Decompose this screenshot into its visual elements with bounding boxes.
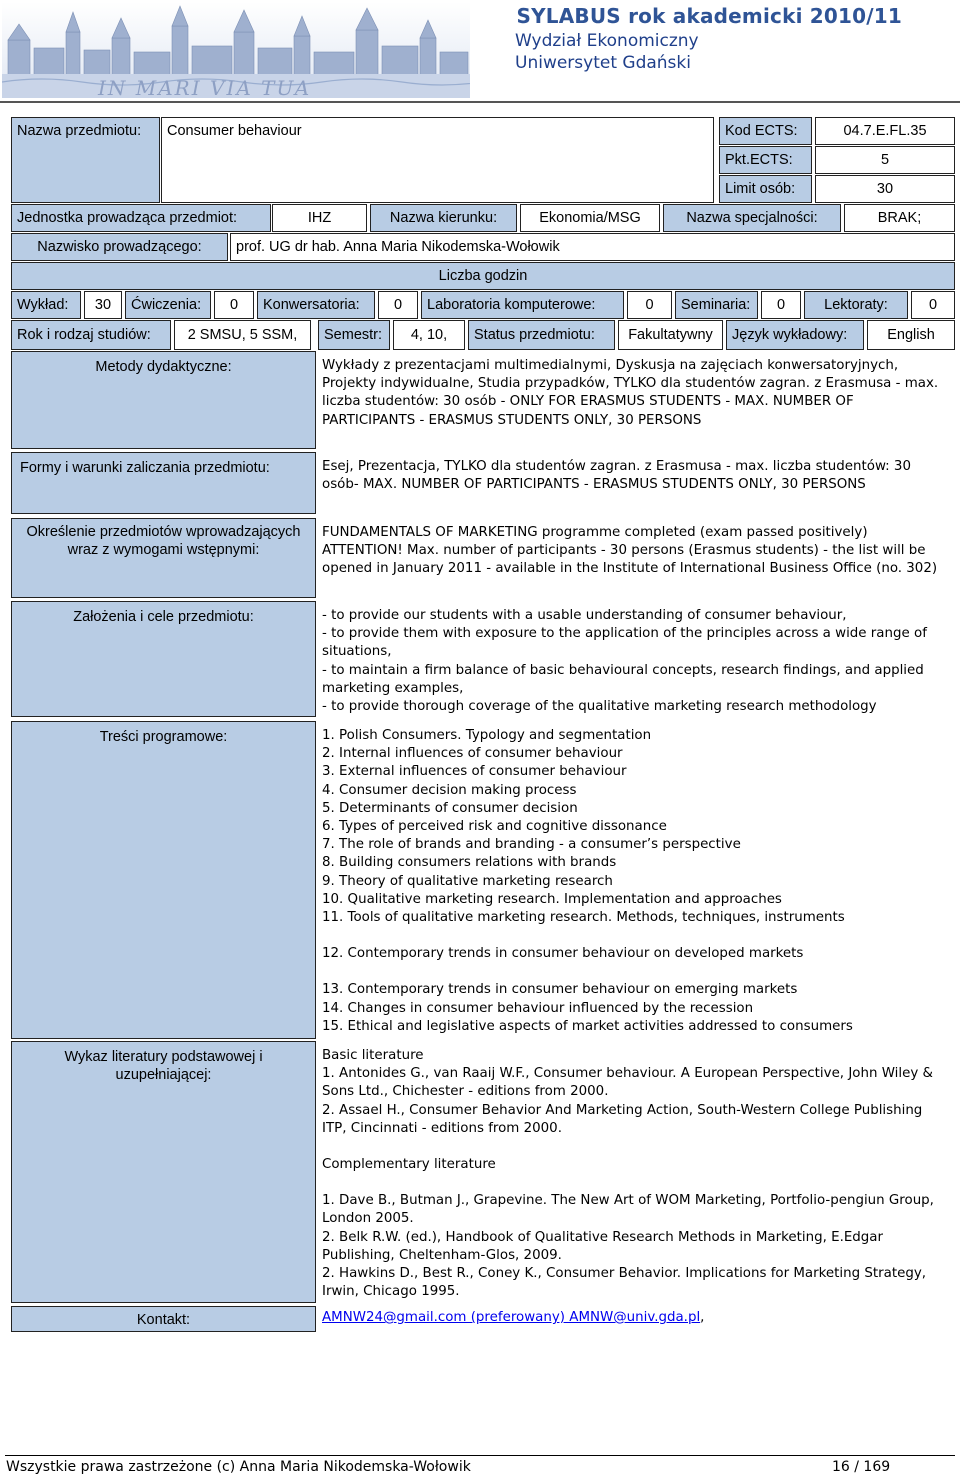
contact-label: Kontakt:	[11, 1306, 316, 1332]
goal-item: - to maintain a firm balance of basic behavioural concepts, research findings, and applied marketing examples,	[322, 662, 924, 696]
language-value: English	[867, 320, 955, 350]
exercises-hours-label: Ćwiczenia:	[125, 291, 211, 319]
prerequisites-label: Określenie przedmiotów wprowadzających wraz z wymogami wstępnymi:	[11, 518, 316, 598]
literature-label: Wykaz literatury podstawowej i uzupełniającej:	[11, 1041, 316, 1303]
content-item: 3. External influences of consumer behaviour	[322, 764, 627, 780]
goal-item: - to provide our students with a usable understanding of consumer behaviour,	[322, 608, 847, 623]
content-list	[316, 721, 956, 1039]
content-item: 9. Theory of qualitative marketing research	[322, 873, 613, 889]
unit-label: Jednostka prowadząca przedmiot:	[11, 204, 271, 232]
seminars-hours-label: Seminaria:	[675, 291, 758, 319]
content-item: 10. Qualitative marketing research. Implementation and approaches	[322, 891, 782, 907]
field-label: Nazwa kierunku:	[370, 204, 517, 232]
lecture-hours-value: 30	[84, 291, 122, 319]
contact-email-link[interactable]: AMNW24@gmail.com (preferowany) AMNW@univ.gda.pl	[322, 1310, 701, 1325]
literature-list	[316, 1041, 956, 1303]
semester-label: Semestr:	[318, 320, 390, 350]
content-item: 11. Tools of qualitative marketing research. Methods, techniques, instruments	[322, 910, 845, 926]
literature-complementary-title: Complementary literature	[322, 1157, 496, 1173]
literature-basic-title: Basic literature	[322, 1048, 424, 1063]
lecture-hours-label: Wykład:	[11, 291, 81, 319]
content-item: 2. Internal influences of consumer behaviour	[322, 746, 623, 762]
content-item: 1. Polish Consumers. Typology and segmentation	[322, 728, 652, 743]
forms-text: Esej, Prezentacja, TYLKO dla studentów zagran. z Erasmusa - max. liczba studentów: 30 osób- MAX. NUMBER OF PARTICIPANTS - ERASMUS STUDENTS ONLY, 30 PERSONS	[316, 452, 956, 514]
specialization-label: Nazwa specjalności:	[663, 204, 841, 232]
conversatories-hours-label: Konwersatoria:	[257, 291, 375, 319]
footer-divider	[5, 1455, 955, 1456]
university-name: Uniwersytet Gdański	[515, 53, 691, 73]
literature-item: 1. Dave B., Butman J., Grapevine. The New Art of WOM Marketing, Portfolio-pengiun Group, London 2005.	[322, 1193, 934, 1227]
language-label: Język wykładowy:	[726, 320, 864, 350]
content-item: 5. Determinants of consumer decision	[322, 800, 578, 816]
field-value: Ekonomia/MSG	[520, 204, 660, 232]
header-divider	[0, 101, 960, 103]
conversatories-hours-value: 0	[378, 291, 418, 319]
literature-item: 2. Hawkins D., Best R., Coney K., Consumer Behavior. Implications for Marketing Strategy, Irwin, Chicago 1995.	[322, 1266, 926, 1300]
goals-label: Założenia i cele przedmiotu:	[11, 601, 316, 717]
limit-value: 30	[815, 175, 955, 203]
study-type-label: Rok i rodzaj studiów:	[11, 320, 171, 350]
languages-hours-label: Lektoraty:	[804, 291, 908, 319]
ects-code-label: Kod ECTS:	[719, 117, 812, 145]
semester-value: 4, 10,	[393, 320, 465, 350]
content-item: 13. Contemporary trends in consumer behaviour on emerging markets	[322, 982, 798, 998]
content-item: 14. Changes in consumer behaviour influenced by the recession	[322, 1000, 754, 1016]
limit-label: Limit osób:	[719, 175, 812, 203]
languages-hours-value: 0	[911, 291, 955, 319]
ects-points-label: Pkt.ECTS:	[719, 146, 812, 174]
lecturer-value: prof. UG dr hab. Anna Maria Nikodemska-Wołowik	[230, 233, 955, 261]
footer-copyright: Wszystkie prawa zastrzeżone (c) Anna Maria Nikodemska-Wołowik	[6, 1459, 471, 1475]
status-value: Fakultatywny	[618, 320, 723, 350]
content-label: Treści programowe:	[11, 721, 316, 1039]
specialization-value: BRAK;	[844, 204, 955, 232]
literature-item: 2. Assael H., Consumer Behavior And Marketing Action, South-Western College Publishing ITP, Cincinnati - editions from 2000.	[322, 1102, 923, 1136]
prerequisites-text: FUNDAMENTALS OF MARKETING programme completed (exam passed positively) ATTENTION! Max. number of participants - 30 persons (Erasmus students) - the list will be opened in January 2011 - available in the Institute of International Business Office (no. 302)	[316, 518, 956, 598]
content-item: 12. Contemporary trends in consumer behaviour on developed markets	[322, 946, 804, 962]
contact-value	[316, 1306, 956, 1332]
study-type-value: 2 SMSU, 5 SSM,	[174, 320, 311, 350]
header-banner	[2, 2, 470, 98]
unit-value: IHZ	[272, 204, 367, 232]
lecturer-label: Nazwisko prowadzącego:	[11, 233, 228, 261]
content-item: 6. Types of perceived risk and cognitive dissonance	[322, 819, 667, 835]
course-name-label: Nazwa przedmiotu:	[11, 117, 160, 203]
status-label: Status przedmiotu:	[468, 320, 615, 350]
methods-label: Metody dydaktyczne:	[11, 351, 316, 449]
labs-hours-label: Laboratoria komputerowe:	[421, 291, 624, 319]
document-title: SYLABUS rok akademicki 2010/11	[516, 4, 902, 28]
seminars-hours-value: 0	[761, 291, 801, 319]
ects-code-value: 04.7.E.FL.35	[815, 117, 955, 145]
exercises-hours-value: 0	[214, 291, 254, 319]
content-item: 8. Building consumers relations with brands	[322, 855, 617, 871]
content-item: 4. Consumer decision making process	[322, 782, 577, 798]
literature-item: 2. Belk R.W. (ed.), Handbook of Qualitative Research Methods in Marketing, E.Edgar Publishing, Cheltenham-Glos, 2009.	[322, 1229, 884, 1263]
contact-suffix: ,	[700, 1310, 705, 1325]
labs-hours-value: 0	[627, 291, 672, 319]
course-name-value: Consumer behaviour	[161, 117, 714, 203]
gdansk-skyline-image	[2, 2, 470, 98]
hours-title: Liczba godzin	[11, 262, 955, 290]
goal-item: - to provide thorough coverage of the qualitative marketing research methodology	[322, 699, 877, 715]
motto-text: IN MARI VIA TUA	[98, 76, 312, 98]
goals-list	[316, 601, 956, 717]
literature-item: 1. Antonides G., van Raaij W.F., Consumer behaviour. A European Perspective, John Wiley & Sons Ltd., Chichester - editions from 2000.	[322, 1066, 933, 1100]
faculty-name: Wydział Ekonomiczny	[515, 31, 699, 51]
content-item: 7. The role of brands and branding - a consumer’s perspective	[322, 837, 741, 853]
content-item: 15. Ethical and legislative aspects of market activities addressed to consumers	[322, 1018, 853, 1034]
ects-points-value: 5	[815, 146, 955, 174]
page-number: 16 / 169	[832, 1459, 891, 1475]
methods-text: Wykłady z prezentacjami multimedialnymi, Dyskusja na zajęciach konwersatoryjnych, Projekty indywidualne, Studia przypadków, TYLKO dla studentów zagran. z Erasmusa - max. liczba studentów: 30 osób - ONLY FOR ERASMUS STUDENTS - MAX. NUMBER OF PARTICIPANTS - ERASMUS STUDENTS ONLY, 30 PERSONS	[316, 351, 956, 449]
goal-item: - to provide them with exposure to the application of the principles across a wide range of situations,	[322, 626, 927, 660]
forms-label: Formy i warunki zaliczania przedmiotu:	[11, 452, 316, 514]
